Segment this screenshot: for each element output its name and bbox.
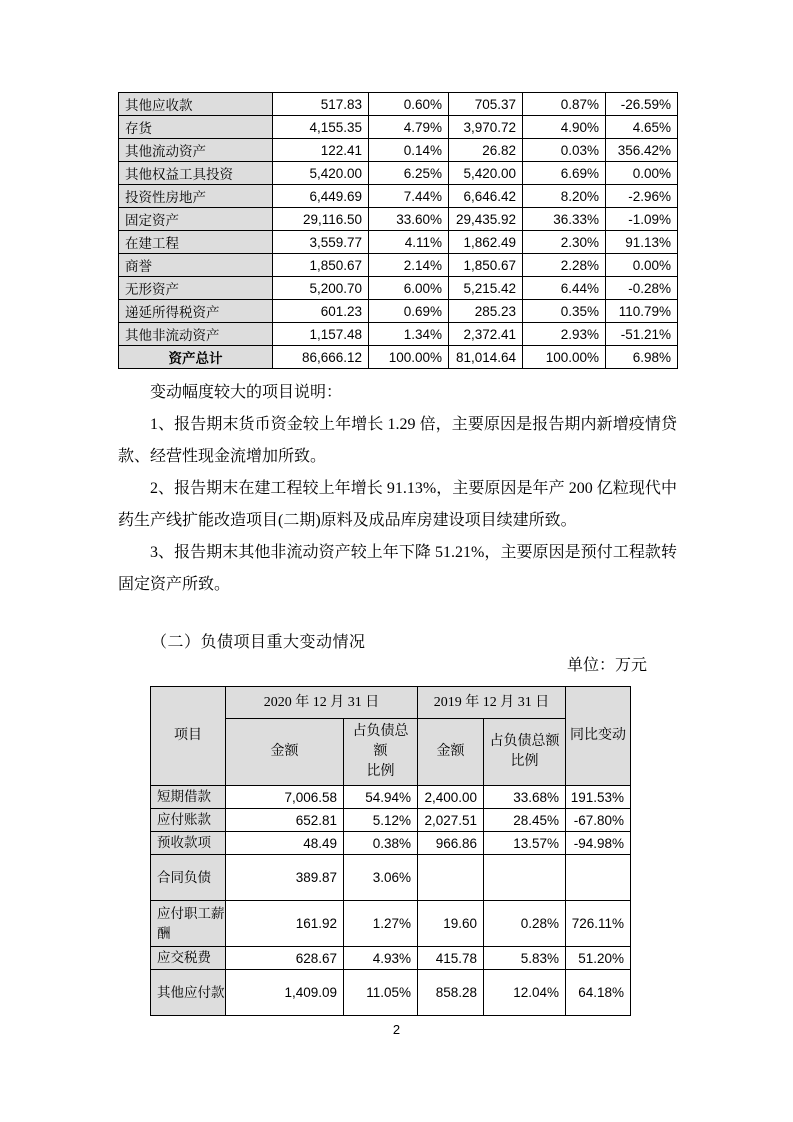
row-label: 商誉 (119, 254, 273, 277)
ratio-header-line-1: 占负债总额 (489, 734, 560, 749)
amount-2019-cell: 3,970.72 (449, 116, 523, 139)
pct-2020-cell: 4.11% (369, 231, 449, 254)
header-item: 项目 (151, 687, 226, 786)
table-row (119, 93, 678, 116)
yoy-cell: -26.59% (606, 93, 678, 116)
table-row (151, 832, 631, 855)
pct-2020-cell: 11.05% (344, 970, 418, 1016)
yoy-cell: -1.09% (606, 208, 678, 231)
amount-2020-cell: 86,666.12 (273, 346, 369, 369)
ratio-header-line-1: 占负债总额 (352, 724, 409, 759)
pct-2020-cell: 4.79% (369, 116, 449, 139)
row-label: 应交税费 (151, 947, 226, 970)
amount-2020-cell: 161.92 (226, 901, 344, 947)
pct-2019-cell: 8.20% (523, 185, 606, 208)
amount-2020-cell: 389.87 (226, 855, 344, 901)
yoy-cell: -51.21% (606, 323, 678, 346)
pct-2020-cell: 5.12% (344, 809, 418, 832)
amount-2020-cell: 1,850.67 (273, 254, 369, 277)
row-label: 其他应收款 (119, 93, 273, 116)
yoy-cell: 0.00% (606, 254, 678, 277)
pct-2020-cell: 6.00% (369, 277, 449, 300)
section-heading: （二）负债项目重大变动情况 (151, 634, 366, 651)
pct-2019-cell: 4.90% (523, 116, 606, 139)
amount-2019-cell: 415.78 (418, 947, 484, 970)
total-row-label: 资产总计 (119, 346, 273, 369)
pct-2019-cell: 2.28% (523, 254, 606, 277)
pct-2019-cell: 0.28% (484, 901, 566, 947)
amount-2019-cell: 81,014.64 (449, 346, 523, 369)
pct-2020-cell: 54.94% (344, 786, 418, 809)
table-row (119, 116, 678, 139)
pct-2020-cell: 1.34% (369, 323, 449, 346)
row-label: 递延所得税资产 (119, 300, 273, 323)
pct-2019-cell: 6.69% (523, 162, 606, 185)
pct-2019-cell (484, 855, 566, 901)
pct-2020-cell: 0.38% (344, 832, 418, 855)
row-label: 其他权益工具投资 (119, 162, 273, 185)
amount-2020-cell: 122.41 (273, 139, 369, 162)
amount-2019-cell: 858.28 (418, 970, 484, 1016)
amount-2020-cell: 5,420.00 (273, 162, 369, 185)
ratio-header-line-2: 比例 (366, 764, 395, 779)
unit-label: 单位：万元 (566, 657, 647, 674)
amount-2020-cell: 29,116.50 (273, 208, 369, 231)
amount-2019-cell: 26.82 (449, 139, 523, 162)
table-row (119, 254, 678, 277)
amount-2020-cell: 6,449.69 (273, 185, 369, 208)
amount-2019-cell: 1,862.49 (449, 231, 523, 254)
pct-2019-cell: 2.93% (523, 323, 606, 346)
pct-2019-cell: 100.00% (523, 346, 606, 369)
row-label: 短期借款 (151, 786, 226, 809)
pct-2020-cell: 0.14% (369, 139, 449, 162)
row-label: 无形资产 (119, 277, 273, 300)
yoy-cell: 51.20% (566, 947, 631, 970)
table-row (119, 300, 678, 323)
pct-2020-cell: 0.69% (369, 300, 449, 323)
yoy-cell: 91.13% (606, 231, 678, 254)
header-amount-2020: 金额 (226, 719, 344, 786)
table-row (119, 231, 678, 254)
table-row (151, 947, 631, 970)
yoy-cell: 6.98% (606, 346, 678, 369)
amount-2020-cell: 601.23 (273, 300, 369, 323)
pct-2019-cell: 12.04% (484, 970, 566, 1016)
pct-2020-cell: 1.27% (344, 901, 418, 947)
amount-2020-cell: 652.81 (226, 809, 344, 832)
row-label: 应付账款 (151, 809, 226, 832)
row-label: 预收款项 (151, 832, 226, 855)
yoy-cell: -94.98% (566, 832, 631, 855)
table-row-total (119, 346, 678, 369)
amount-2020-cell: 517.83 (273, 93, 369, 116)
amount-2019-cell: 5,420.00 (449, 162, 523, 185)
row-label: 其他非流动资产 (119, 323, 273, 346)
row-label: 合同负债 (151, 855, 226, 901)
table-row (151, 809, 631, 832)
pct-2019-cell: 5.83% (484, 947, 566, 970)
amount-2019-cell: 966.86 (418, 832, 484, 855)
yoy-cell: 110.79% (606, 300, 678, 323)
row-label: 投资性房地产 (119, 185, 273, 208)
yoy-cell: 726.11% (566, 901, 631, 947)
pct-2020-cell: 3.06% (344, 855, 418, 901)
yoy-cell: 64.18% (566, 970, 631, 1016)
liability-table (150, 686, 631, 1016)
amount-2019-cell: 2,027.51 (418, 809, 484, 832)
amount-2019-cell: 19.60 (418, 901, 484, 947)
amount-2020-cell: 4,155.35 (273, 116, 369, 139)
yoy-cell: 191.53% (566, 786, 631, 809)
yoy-cell: 0.00% (606, 162, 678, 185)
amount-2020-cell: 5,200.70 (273, 277, 369, 300)
amount-2020-cell: 3,559.77 (273, 231, 369, 254)
notes-intro: 变动幅度较大的项目说明： (150, 384, 343, 401)
amount-2019-cell: 2,372.41 (449, 323, 523, 346)
yoy-cell: 4.65% (606, 116, 678, 139)
amount-2020-cell: 7,006.58 (226, 786, 344, 809)
pct-2020-cell: 7.44% (369, 185, 449, 208)
amount-2020-cell: 48.49 (226, 832, 344, 855)
yoy-cell: 356.42% (606, 139, 678, 162)
pct-2020-cell: 100.00% (369, 346, 449, 369)
header-date-2020: 2020 年 12 月 31 日 (226, 687, 418, 719)
pct-2019-cell: 2.30% (523, 231, 606, 254)
amount-2019-cell: 5,215.42 (449, 277, 523, 300)
pct-2020-cell: 6.25% (369, 162, 449, 185)
pct-2020-cell: 33.60% (369, 208, 449, 231)
ratio-header-line-2: 比例 (510, 754, 539, 769)
table-row (151, 901, 631, 947)
amount-2019-cell: 29,435.92 (449, 208, 523, 231)
pct-2019-cell: 33.68% (484, 786, 566, 809)
yoy-cell: -2.96% (606, 185, 678, 208)
header-row-dates (151, 687, 631, 719)
table-row (119, 162, 678, 185)
table-row (151, 786, 631, 809)
pct-2020-cell: 0.60% (369, 93, 449, 116)
pct-2019-cell: 36.33% (523, 208, 606, 231)
table-row (119, 185, 678, 208)
note-paragraph-3: 3、报告期末其他非流动资产较上年下降 51.21%，主要原因是预付工程款转固定资产所致。 (118, 544, 677, 593)
amount-2020-cell: 1,409.09 (226, 970, 344, 1016)
pct-2019-cell: 0.87% (523, 93, 606, 116)
row-label: 存货 (119, 116, 273, 139)
table-row (119, 323, 678, 346)
table-row (151, 970, 631, 1016)
row-label: 固定资产 (119, 208, 273, 231)
pct-2020-cell: 2.14% (369, 254, 449, 277)
header-date-2019: 2019 年 12 月 31 日 (418, 687, 566, 719)
yoy-cell: -67.80% (566, 809, 631, 832)
pct-2019-cell: 0.03% (523, 139, 606, 162)
header-ratio-2019 (484, 719, 566, 786)
row-label: 其他应付款 (151, 970, 226, 1016)
amount-2019-cell: 285.23 (449, 300, 523, 323)
row-label: 在建工程 (119, 231, 273, 254)
yoy-cell: -0.28% (606, 277, 678, 300)
header-ratio-2020 (344, 719, 418, 786)
asset-table (118, 92, 678, 369)
amount-2020-cell: 628.67 (226, 947, 344, 970)
table-row (151, 855, 631, 901)
amount-2019-cell: 1,850.67 (449, 254, 523, 277)
page-number: 2 (392, 1022, 401, 1037)
amount-2020-cell: 1,157.48 (273, 323, 369, 346)
table-row (119, 277, 678, 300)
row-label: 其他流动资产 (119, 139, 273, 162)
amount-2019-cell (418, 855, 484, 901)
table-row (119, 139, 678, 162)
row-label: 应付职工薪酬 (151, 901, 226, 947)
pct-2019-cell: 0.35% (523, 300, 606, 323)
table-row (119, 208, 678, 231)
pct-2019-cell: 28.45% (484, 809, 566, 832)
yoy-cell (566, 855, 631, 901)
header-amount-2019: 金额 (418, 719, 484, 786)
note-paragraph-1: 1、报告期末货币资金较上年增长 1.29 倍，主要原因是报告期内新增疫情贷款、经营性现金流增加所致。 (118, 416, 677, 465)
amount-2019-cell: 6,646.42 (449, 185, 523, 208)
pct-2019-cell: 13.57% (484, 832, 566, 855)
amount-2019-cell: 2,400.00 (418, 786, 484, 809)
pct-2019-cell: 6.44% (523, 277, 606, 300)
notes-section (118, 377, 677, 601)
note-paragraph-2: 2、报告期末在建工程较上年增长 91.13%，主要原因是年产 200 亿粒现代中药生产线扩能改造项目(二期)原料及成品库房建设项目续建所致。 (118, 480, 677, 529)
amount-2019-cell: 705.37 (449, 93, 523, 116)
header-yoy: 同比变动 (566, 687, 631, 786)
pct-2020-cell: 4.93% (344, 947, 418, 970)
